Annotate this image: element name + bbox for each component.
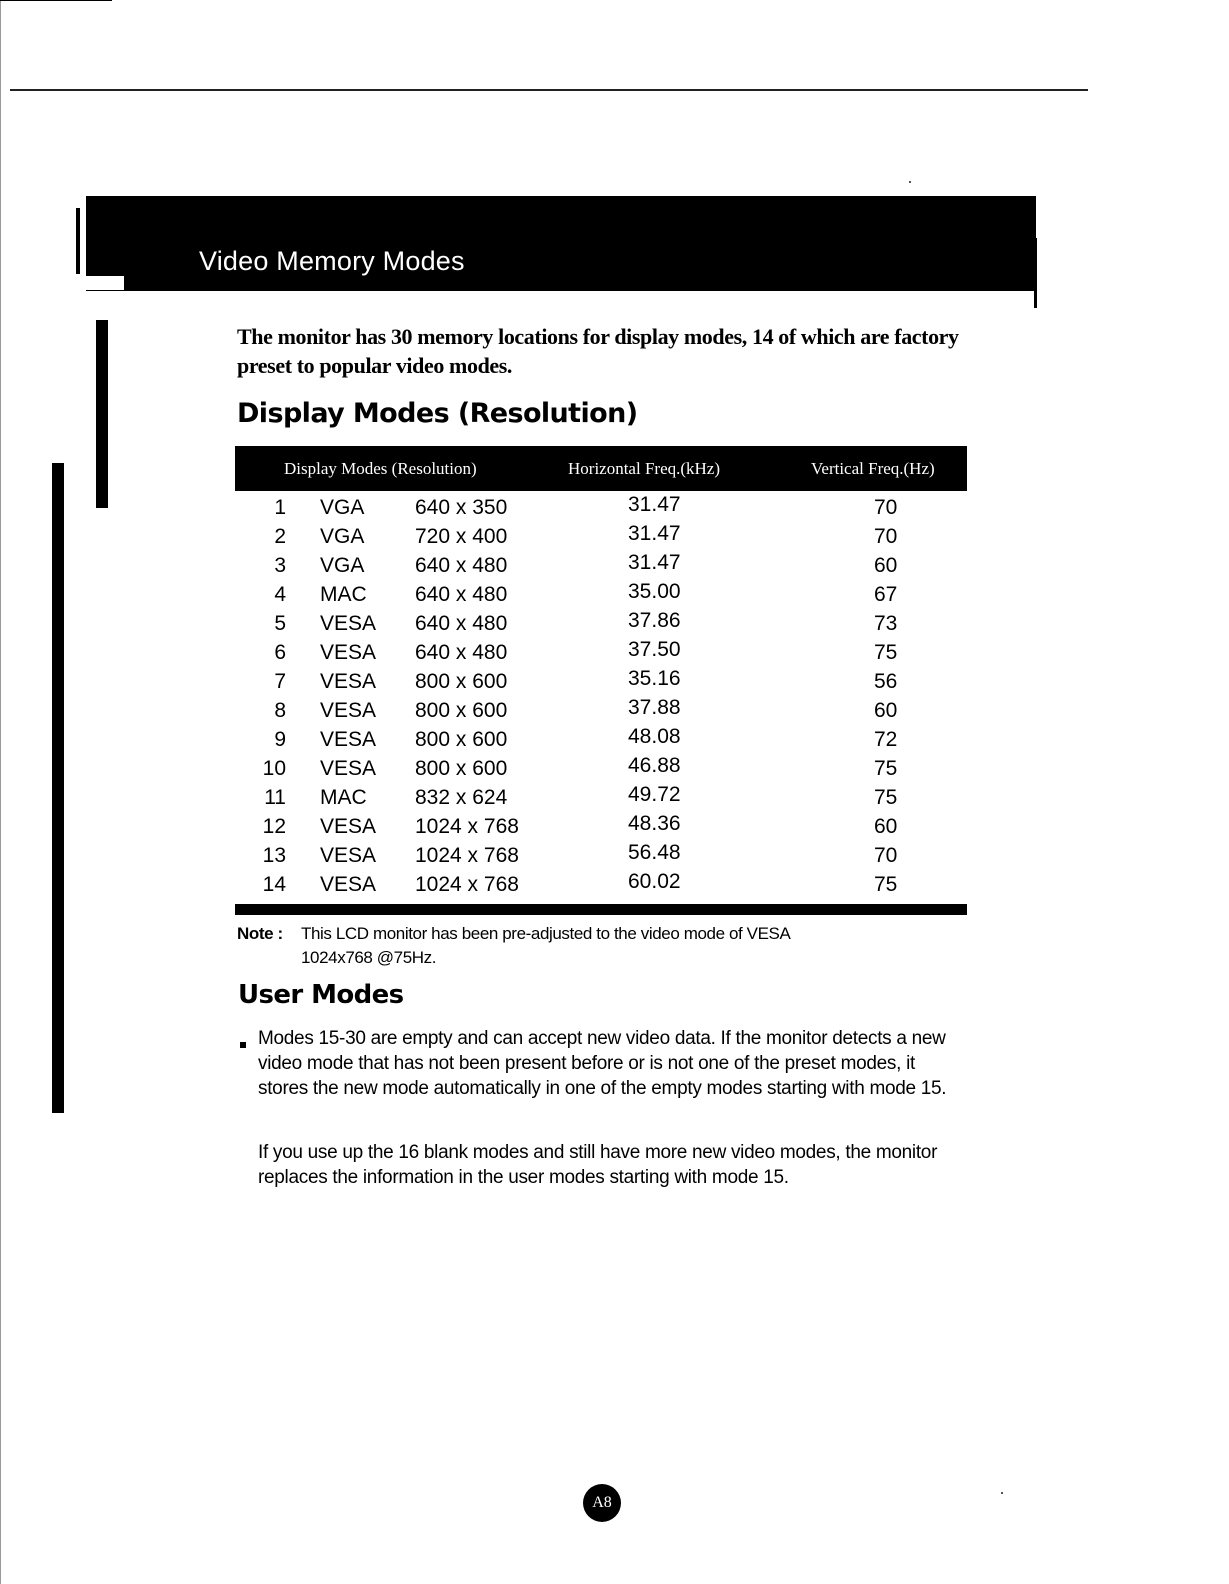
table-body [235,494,967,900]
cell-resolution: 1024 x 768 [415,873,519,896]
cell-type: VGA [320,525,365,548]
banner-notch [84,276,124,290]
scan-speck [909,181,911,183]
cell-type: VESA [320,612,377,635]
cell-type: VESA [320,873,377,896]
cell-hfreq: 31.47 [628,522,681,545]
cell-resolution: 832 x 624 [415,786,508,809]
cell-hfreq: 37.86 [628,609,681,632]
cell-vfreq: 75 [874,757,898,780]
cell-type: VESA [320,641,377,664]
table-row [235,697,967,726]
cell-hfreq: 60.02 [628,870,681,893]
cell-resolution: 1024 x 768 [415,815,519,838]
table-row [235,784,967,813]
cell-no: 8 [274,699,286,722]
table-row [235,871,967,900]
cell-type: MAC [320,583,367,606]
cell-type: VESA [320,757,377,780]
table-footer-rule [235,904,967,915]
user-modes-heading: User Modes [238,980,404,1010]
user-modes-paragraph-2: If you use up the 16 blank modes and still have more new video modes, the monitor replaces the information in the user modes starting with mode 15. [258,1142,938,1188]
table-row [235,813,967,842]
cell-vfreq: 60 [874,554,898,577]
cell-resolution: 800 x 600 [415,728,508,751]
note-label: Note : [237,924,283,943]
cell-hfreq: 56.48 [628,841,681,864]
cell-no: 6 [274,641,286,664]
user-modes-paragraph-1: Modes 15-30 are empty and can accept new video data. If the monitor detects a new video mode that has not been present before or is not one of the preset modes, it stores the new mode automatically in one of the empty modes starting with mode 15. [258,1028,947,1099]
header-horizontal-freq: Horizontal Freq.(kHz) [568,459,721,478]
top-rule [10,89,1088,91]
cell-type: VESA [320,844,377,867]
table-header [235,446,967,491]
cell-resolution: 640 x 480 [415,641,508,664]
cell-vfreq: 75 [874,873,898,896]
cell-hfreq: 31.47 [628,551,681,574]
cell-hfreq: 37.50 [628,638,681,661]
table-row [235,494,967,523]
cell-no: 9 [274,728,286,751]
cell-no: 13 [262,844,286,867]
cell-no: 5 [274,612,286,635]
table-row [235,668,967,697]
header-vertical-freq: Vertical Freq.(Hz) [811,459,935,478]
cell-hfreq: 48.08 [628,725,681,748]
cell-vfreq: 70 [874,496,898,519]
cell-type: VESA [320,728,377,751]
header-display-modes: Display Modes (Resolution) [284,459,477,478]
cell-type: VESA [320,815,377,838]
cell-type: VGA [320,554,365,577]
cell-resolution: 1024 x 768 [415,844,519,867]
page-number-badge: A8 [583,1484,621,1522]
cell-resolution: 720 x 400 [415,525,508,548]
cell-no: 10 [262,757,286,780]
cell-resolution: 800 x 600 [415,699,508,722]
display-modes-heading: Display Modes (Resolution) [237,398,638,429]
cell-vfreq: 56 [874,670,898,693]
cell-hfreq: 46.88 [628,754,681,777]
cell-vfreq: 75 [874,641,898,664]
cell-hfreq: 35.16 [628,667,681,690]
top-rule-short [0,0,112,1]
cell-resolution: 640 x 350 [415,496,508,519]
cell-hfreq: 49.72 [628,783,681,806]
cell-no: 3 [274,554,286,577]
note-text: This LCD monitor has been pre-adjusted to the video mode of VESA 1024x768 @75Hz. [301,924,790,967]
table-row [235,639,967,668]
cell-vfreq: 60 [874,815,898,838]
cell-vfreq: 73 [874,612,898,635]
cell-type: VGA [320,496,365,519]
cell-hfreq: 37.88 [628,696,681,719]
table-row [235,610,967,639]
table-row [235,842,967,871]
cell-vfreq: 70 [874,525,898,548]
cell-vfreq: 70 [874,844,898,867]
side-bar-lower [52,463,64,1113]
cell-no: 11 [264,786,286,809]
cell-resolution: 800 x 600 [415,670,508,693]
intro-text: The monitor has 30 memory locations for display modes, 14 of which are factory preset to popular video modes. [237,324,959,378]
cell-type: VESA [320,699,377,722]
cell-vfreq: 60 [874,699,898,722]
cell-hfreq: 31.47 [628,493,681,516]
banner-edge-mark-right [1034,238,1037,308]
cell-no: 12 [262,815,286,838]
cell-resolution: 640 x 480 [415,583,508,606]
page-edge [0,0,1,1584]
cell-vfreq: 72 [874,728,898,751]
scan-speck [1001,1492,1003,1494]
table-row [235,755,967,784]
cell-type: VESA [320,670,377,693]
table-row [235,552,967,581]
cell-no: 7 [274,670,286,693]
cell-hfreq: 35.00 [628,580,681,603]
cell-resolution: 640 x 480 [415,554,508,577]
bullet-square-icon [240,1042,246,1048]
cell-no: 1 [274,496,286,519]
cell-resolution: 640 x 480 [415,612,508,635]
table-row [235,726,967,755]
cell-vfreq: 67 [874,583,898,606]
cell-resolution: 800 x 600 [415,757,508,780]
cell-no: 2 [274,525,286,548]
side-bar-upper [96,320,108,508]
cell-no: 4 [274,583,286,606]
table-row [235,523,967,552]
cell-vfreq: 75 [874,786,898,809]
cell-type: MAC [320,786,367,809]
table-row [235,581,967,610]
cell-hfreq: 48.36 [628,812,681,835]
cell-no: 14 [262,873,286,896]
section-title: Video Memory Modes [199,246,465,276]
banner-edge-mark [76,208,80,274]
